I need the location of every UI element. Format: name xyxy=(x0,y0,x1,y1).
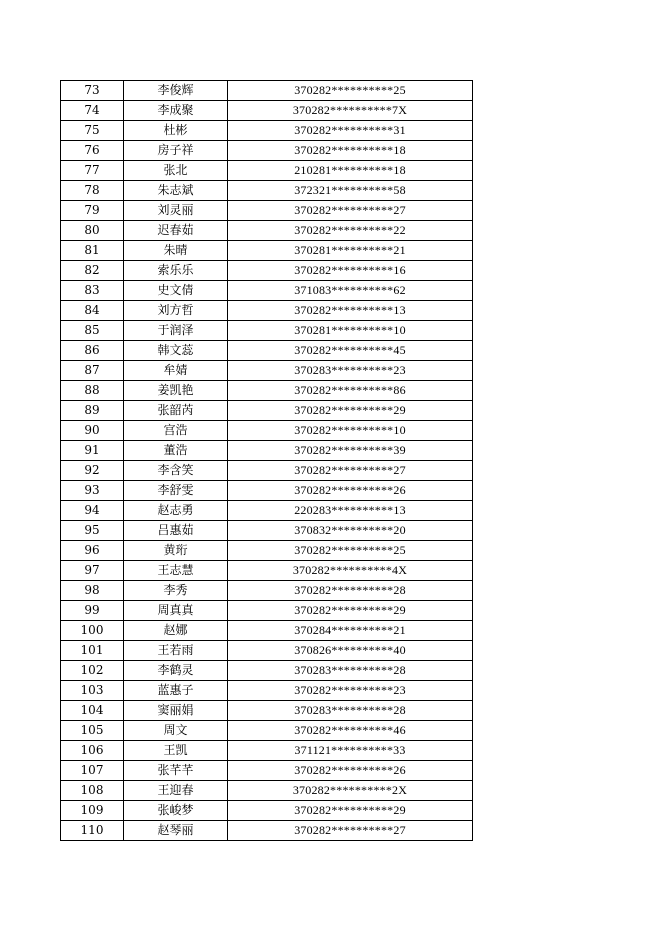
row-number: 102 xyxy=(61,661,124,681)
masked-id-number: 370282**********4X xyxy=(228,561,473,581)
masked-id-number: 370282**********18 xyxy=(228,141,473,161)
table-row xyxy=(61,761,473,781)
person-name: 李含笑 xyxy=(124,461,228,481)
person-name: 李成聚 xyxy=(124,101,228,121)
person-name: 牟婧 xyxy=(124,361,228,381)
row-number: 81 xyxy=(61,241,124,261)
masked-id-number: 370283**********28 xyxy=(228,661,473,681)
table-row xyxy=(61,101,473,121)
person-name: 刘方哲 xyxy=(124,301,228,321)
masked-id-number: 370281**********21 xyxy=(228,241,473,261)
masked-id-number: 370282**********26 xyxy=(228,481,473,501)
masked-id-number: 370282**********86 xyxy=(228,381,473,401)
row-number: 110 xyxy=(61,821,124,841)
person-name: 韩文蕊 xyxy=(124,341,228,361)
table-row xyxy=(61,701,473,721)
table-row xyxy=(61,541,473,561)
masked-id-number: 220283**********13 xyxy=(228,501,473,521)
row-number: 107 xyxy=(61,761,124,781)
table-row xyxy=(61,401,473,421)
person-name: 赵娜 xyxy=(124,621,228,641)
table-row xyxy=(61,501,473,521)
masked-id-number: 371083**********62 xyxy=(228,281,473,301)
masked-id-number: 370282**********45 xyxy=(228,341,473,361)
row-number: 96 xyxy=(61,541,124,561)
table-row xyxy=(61,581,473,601)
table-row xyxy=(61,741,473,761)
table-row xyxy=(61,521,473,541)
roster-table xyxy=(60,80,473,841)
row-number: 92 xyxy=(61,461,124,481)
row-number: 99 xyxy=(61,601,124,621)
table-row xyxy=(61,641,473,661)
masked-id-number: 370283**********28 xyxy=(228,701,473,721)
masked-id-number: 370282**********27 xyxy=(228,461,473,481)
roster-table-body xyxy=(61,81,473,841)
table-row xyxy=(61,321,473,341)
person-name: 迟春茹 xyxy=(124,221,228,241)
person-name: 周文 xyxy=(124,721,228,741)
row-number: 109 xyxy=(61,801,124,821)
person-name: 张峻梦 xyxy=(124,801,228,821)
person-name: 张北 xyxy=(124,161,228,181)
person-name: 张芊芊 xyxy=(124,761,228,781)
table-row xyxy=(61,161,473,181)
table-row xyxy=(61,181,473,201)
person-name: 王凯 xyxy=(124,741,228,761)
row-number: 80 xyxy=(61,221,124,241)
table-row xyxy=(61,621,473,641)
row-number: 98 xyxy=(61,581,124,601)
person-name: 吕惠茹 xyxy=(124,521,228,541)
person-name: 王志慧 xyxy=(124,561,228,581)
row-number: 95 xyxy=(61,521,124,541)
masked-id-number: 370281**********10 xyxy=(228,321,473,341)
masked-id-number: 370282**********25 xyxy=(228,541,473,561)
row-number: 105 xyxy=(61,721,124,741)
table-row xyxy=(61,601,473,621)
masked-id-number: 370282**********2X xyxy=(228,781,473,801)
masked-id-number: 370282**********46 xyxy=(228,721,473,741)
masked-id-number: 370282**********28 xyxy=(228,581,473,601)
table-row xyxy=(61,421,473,441)
masked-id-number: 370282**********10 xyxy=(228,421,473,441)
row-number: 91 xyxy=(61,441,124,461)
person-name: 宫浩 xyxy=(124,421,228,441)
person-name: 房子祥 xyxy=(124,141,228,161)
row-number: 89 xyxy=(61,401,124,421)
masked-id-number: 370282**********31 xyxy=(228,121,473,141)
masked-id-number: 370284**********21 xyxy=(228,621,473,641)
masked-id-number: 370283**********23 xyxy=(228,361,473,381)
masked-id-number: 370282**********23 xyxy=(228,681,473,701)
row-number: 106 xyxy=(61,741,124,761)
masked-id-number: 370282**********29 xyxy=(228,801,473,821)
masked-id-number: 370282**********27 xyxy=(228,201,473,221)
row-number: 93 xyxy=(61,481,124,501)
table-row xyxy=(61,561,473,581)
table-row xyxy=(61,821,473,841)
masked-id-number: 372321**********58 xyxy=(228,181,473,201)
person-name: 朱志斌 xyxy=(124,181,228,201)
table-row xyxy=(61,801,473,821)
masked-id-number: 370826**********40 xyxy=(228,641,473,661)
table-row xyxy=(61,681,473,701)
person-name: 刘灵丽 xyxy=(124,201,228,221)
masked-id-number: 370282**********22 xyxy=(228,221,473,241)
person-name: 李秀 xyxy=(124,581,228,601)
row-number: 103 xyxy=(61,681,124,701)
row-number: 86 xyxy=(61,341,124,361)
row-number: 90 xyxy=(61,421,124,441)
table-row xyxy=(61,461,473,481)
table-row xyxy=(61,241,473,261)
person-name: 黄珩 xyxy=(124,541,228,561)
person-name: 于润泽 xyxy=(124,321,228,341)
row-number: 94 xyxy=(61,501,124,521)
table-row xyxy=(61,301,473,321)
row-number: 97 xyxy=(61,561,124,581)
row-number: 83 xyxy=(61,281,124,301)
table-row xyxy=(61,81,473,101)
masked-id-number: 370282**********29 xyxy=(228,601,473,621)
person-name: 董浩 xyxy=(124,441,228,461)
row-number: 73 xyxy=(61,81,124,101)
person-name: 窦丽娟 xyxy=(124,701,228,721)
table-row xyxy=(61,201,473,221)
person-name: 王迎春 xyxy=(124,781,228,801)
table-row xyxy=(61,221,473,241)
table-row xyxy=(61,341,473,361)
table-row xyxy=(61,721,473,741)
table-row xyxy=(61,381,473,401)
masked-id-number: 370282**********29 xyxy=(228,401,473,421)
row-number: 84 xyxy=(61,301,124,321)
row-number: 82 xyxy=(61,261,124,281)
masked-id-number: 370282**********25 xyxy=(228,81,473,101)
person-name: 周真真 xyxy=(124,601,228,621)
person-name: 赵志勇 xyxy=(124,501,228,521)
person-name: 史文倩 xyxy=(124,281,228,301)
table-row xyxy=(61,661,473,681)
masked-id-number: 370832**********20 xyxy=(228,521,473,541)
table-row xyxy=(61,261,473,281)
table-row xyxy=(61,121,473,141)
table-row xyxy=(61,781,473,801)
person-name: 赵琴丽 xyxy=(124,821,228,841)
masked-id-number: 370282**********16 xyxy=(228,261,473,281)
row-number: 85 xyxy=(61,321,124,341)
row-number: 75 xyxy=(61,121,124,141)
row-number: 100 xyxy=(61,621,124,641)
person-name: 索乐乐 xyxy=(124,261,228,281)
masked-id-number: 370282**********7X xyxy=(228,101,473,121)
masked-id-number: 210281**********18 xyxy=(228,161,473,181)
table-row xyxy=(61,281,473,301)
row-number: 77 xyxy=(61,161,124,181)
row-number: 78 xyxy=(61,181,124,201)
person-name: 姜凯艳 xyxy=(124,381,228,401)
row-number: 108 xyxy=(61,781,124,801)
table-row xyxy=(61,481,473,501)
row-number: 88 xyxy=(61,381,124,401)
table-row xyxy=(61,441,473,461)
person-name: 王若雨 xyxy=(124,641,228,661)
row-number: 74 xyxy=(61,101,124,121)
masked-id-number: 370282**********39 xyxy=(228,441,473,461)
table-row xyxy=(61,141,473,161)
row-number: 79 xyxy=(61,201,124,221)
row-number: 76 xyxy=(61,141,124,161)
row-number: 104 xyxy=(61,701,124,721)
person-name: 李俊辉 xyxy=(124,81,228,101)
person-name: 张韶芮 xyxy=(124,401,228,421)
person-name: 李舒雯 xyxy=(124,481,228,501)
masked-id-number: 370282**********13 xyxy=(228,301,473,321)
masked-id-number: 371121**********33 xyxy=(228,741,473,761)
person-name: 蓝惠子 xyxy=(124,681,228,701)
person-name: 杜彬 xyxy=(124,121,228,141)
table-row xyxy=(61,361,473,381)
row-number: 87 xyxy=(61,361,124,381)
person-name: 李鹤灵 xyxy=(124,661,228,681)
row-number: 101 xyxy=(61,641,124,661)
masked-id-number: 370282**********26 xyxy=(228,761,473,781)
person-name: 朱晴 xyxy=(124,241,228,261)
masked-id-number: 370282**********27 xyxy=(228,821,473,841)
